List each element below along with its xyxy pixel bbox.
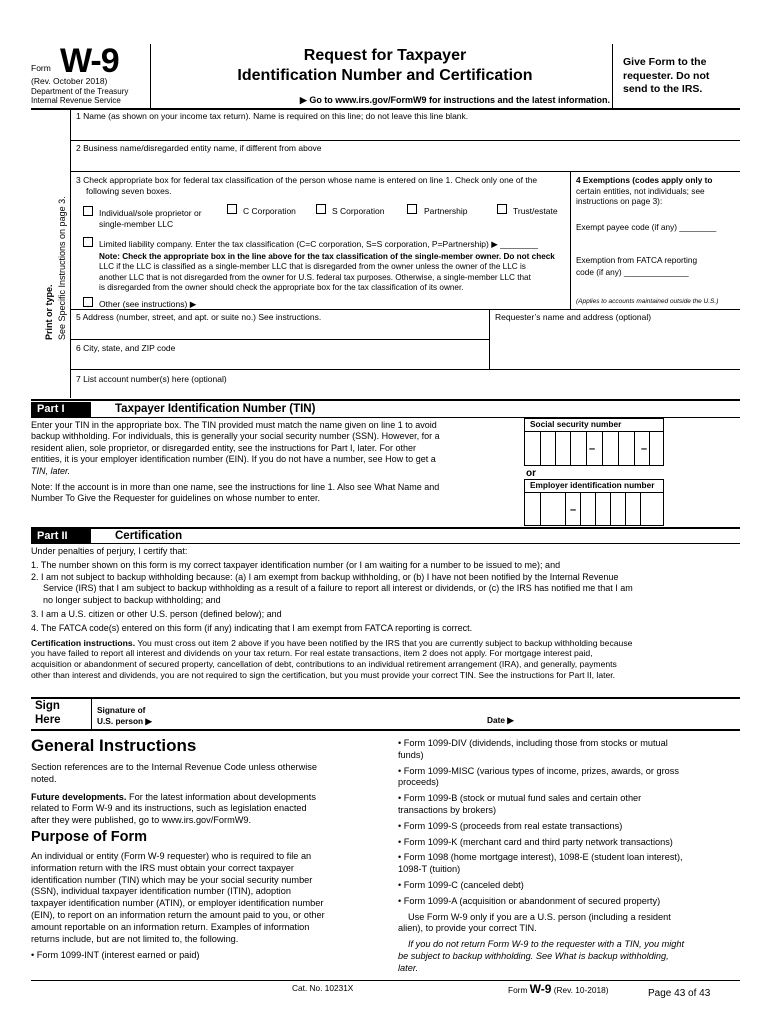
exemptions-divider [570, 171, 571, 309]
b-line2: transactions by brokers) [398, 804, 497, 815]
form-title-line2: Identification Number and Certification [237, 67, 533, 84]
goto-instructions: ▶ Go to www.irs.gov/FormW9 for instructions and the latest information. [299, 95, 610, 105]
pof-line8: returns include, but are not limited to, the following. [31, 933, 239, 944]
section-ref-line1: Section references are to the Internal Revenue Code unless otherwise [31, 762, 318, 772]
requester-divider [489, 309, 490, 369]
rule-before-part2 [31, 527, 740, 529]
pof-line6: (EIN), to report on an information return the amount paid to you, or other [31, 909, 325, 920]
rule-after-line5 [70, 339, 489, 340]
llc-note [99, 252, 555, 293]
fatca-text-1: Exemption from FATCA reporting [576, 255, 698, 265]
department: Department of the Treasury [31, 87, 129, 96]
cert-item2a: 2. I am not subject to backup withholding because: (a) I am exempt from backup withholding, or (b) I have not been notified by the Internal Revenue [31, 571, 619, 582]
future-dev-line2: related to Form W-9 and its instructions, such as legislation enacted [31, 803, 307, 814]
bullet-1099-int: • Form 1099-INT (interest earned or paid) [31, 950, 200, 961]
bullet-1099-b [398, 793, 743, 817]
page-number: Page 43 of 43 [648, 988, 711, 999]
part1-line1: Enter your TIN in the appropriate box. The TIN provided must match the name given on line 1 to avoid [31, 420, 437, 430]
address-input[interactable] [76, 323, 486, 337]
form-number: W-9 [60, 42, 119, 80]
note-line2: LLC if the LLC is classified as a single-member LLC that is disregarded from the owner unless the owner of the LLC is [99, 262, 526, 272]
pof-line2: information return with the IRS must obtain your correct taxpayer [31, 862, 294, 873]
pof-line4: (SSN), individual taxpayer identification number (ITIN), adoption [31, 886, 291, 897]
part1-title: Taxpayer Identification Number (TIN) [115, 403, 316, 415]
rule-after-line2 [70, 171, 740, 172]
here-word: Here [35, 714, 61, 726]
form-types-list [398, 738, 743, 979]
bullet-1099-misc [398, 766, 743, 790]
label-trust-estate: Trust/estate [513, 206, 558, 216]
line3-text-a: 3 Check appropriate box for federal tax classification of the person whose name is entered on line 1. Check only one of the [76, 175, 538, 185]
div-line2: funds) [398, 749, 424, 760]
section-ref-line2: noted. [31, 773, 57, 784]
general-instructions-title: General Instructions [31, 736, 197, 755]
line3-text-b: following seven boxes. [86, 185, 172, 196]
sign-divider [91, 698, 92, 729]
ein-boxes[interactable] [524, 492, 664, 526]
line4-text-c: instructions on page 3): [576, 196, 663, 206]
side-instructions [44, 284, 55, 340]
label-individual [99, 208, 202, 229]
footer-rev: (Rev. 10-2018) [553, 985, 609, 995]
if-line3: later. [398, 962, 419, 973]
m-line1: • Form 1098 (home mortgage interest), 1098-E (student loan interest), [398, 852, 683, 863]
certification-body [31, 546, 740, 680]
catalog-number: Cat. No. 10231X [292, 983, 354, 993]
signature-field[interactable] [160, 702, 480, 726]
note-line4: is disregarded from the owner should check the appropriate box for the tax classification of its owner. [99, 282, 464, 292]
general-instructions-body [31, 762, 371, 833]
part2-title-rule [31, 543, 740, 544]
fatca-exemption[interactable] [576, 254, 697, 278]
cert-instructions [31, 638, 740, 680]
part1-note-line2: Number To Give the Requester for guidelines on whose number to enter. [31, 493, 320, 504]
bullet-1099-div [398, 738, 743, 762]
purpose-body [31, 851, 376, 962]
if-line1: If you do not return Form W-9 to the requester with a TIN, you might [408, 939, 685, 950]
div-line1: • Form 1099-DIV (dividends, including those from stocks or mutual [398, 738, 668, 748]
signature-text-1: Signature of [97, 705, 146, 715]
purpose-title: Purpose of Form [31, 829, 148, 845]
note-line3: another LLC that is not disregarded from the owner for U.S. federal tax purposes. Otherwise, a single-member LLC that [99, 272, 531, 282]
print-or-type: Print or type. [44, 284, 54, 340]
checkbox-individual[interactable] [83, 206, 93, 216]
individual-text-1: Individual/sole proprietor or [99, 208, 202, 218]
future-dev-line3: after they were published, go to www.irs.gov/FormW9. [31, 815, 252, 826]
part1-note [31, 482, 516, 505]
part1-line5: TIN, later. [31, 465, 71, 476]
applies-note: (Applies to accounts maintained outside the U.S.) [576, 298, 719, 305]
account-numbers-input[interactable] [76, 385, 736, 397]
ssn-dash-1: – [589, 443, 596, 455]
line2-label: 2 Business name/disregarded entity name, if different from above [76, 143, 322, 153]
business-name-input[interactable] [76, 155, 736, 169]
label-other: Other (see instructions) ▶ [99, 299, 197, 309]
part2-tab: Part II [31, 529, 91, 544]
pof-line7: amount reportable on an information return. Examples of information [31, 921, 310, 932]
footer-form-word: Form [508, 985, 528, 995]
cert-item3: 3. I am a U.S. citizen or other U.S. person (defined below); and [31, 609, 282, 620]
agency: Internal Revenue Service [31, 96, 121, 105]
form-revision: (Rev. October 2018) [31, 76, 108, 86]
fatca-text-2: code (if any) ______________ [576, 267, 689, 277]
future-dev-line1: For the latest information about developments [126, 791, 316, 802]
side-see-instructions: See Specific Instructions on page 3. [57, 196, 67, 340]
part1-note-line1: Note: If the account is in more than one name, see the instructions for line 1. Also see What Name and [31, 482, 440, 492]
header-divider-right [612, 44, 613, 108]
section-references [31, 762, 371, 786]
cert-item2c: no longer subject to backup withholding; and [43, 594, 221, 605]
pof-line1: An individual or entity (Form W-9 requester) who is required to file an [31, 851, 312, 861]
rule-before-part1 [31, 399, 740, 401]
city-state-zip-input[interactable] [76, 354, 486, 368]
signature-label [97, 705, 152, 726]
pof-line3: identification number (TIN) which may be your social security number [31, 874, 313, 885]
date-label: Date ▶ [487, 715, 514, 725]
cert-intro: Under penalties of perjury, I certify that: [31, 546, 188, 556]
bullet-1099-a: • Form 1099-A (acquisition or abandonment of secured property) [398, 895, 661, 906]
label-llc: Limited liability company. Enter the tax classification (C=C corporation, S=S corporation, P=Partnership) ▶ ________ [99, 239, 538, 249]
use-line2: alien), to provide your correct TIN. [398, 923, 537, 934]
give-form-line1: Give Form to the [623, 56, 707, 68]
footer-form [508, 982, 608, 996]
name-input[interactable] [76, 123, 736, 139]
future-developments [31, 792, 371, 827]
bullet-1098 [398, 852, 743, 876]
checkbox-other[interactable] [83, 297, 93, 307]
line6-label: 6 City, state, and ZIP code [76, 343, 176, 353]
line4-label [576, 175, 712, 207]
misc-line2: proceeds) [398, 777, 439, 788]
part2-title: Certification [115, 530, 183, 542]
ssn-label: Social security number [530, 419, 622, 429]
ein-dash: – [570, 504, 577, 516]
pof-line5: taxpayer identification number (ATIN), or employer identification number [31, 898, 324, 909]
rule-after-line3 [70, 309, 740, 310]
requester-input[interactable] [495, 323, 735, 367]
checkbox-s-corporation[interactable] [316, 204, 326, 214]
rule-before-sign [31, 697, 740, 699]
individual-text-2: single-member LLC [99, 218, 174, 229]
bullet-1099-c: • Form 1099-C (canceled debt) [398, 879, 524, 890]
requester-label: Requester’s name and address (optional) [495, 312, 652, 322]
date-field[interactable] [520, 702, 735, 726]
form-title-line1: Request for Taxpayer [303, 47, 467, 64]
backup-withholding-note [398, 939, 743, 974]
part1-line2: backup withholding. For individuals, this is generally your social security number (SSN). However, for a [31, 431, 440, 442]
misc-line1: • Form 1099-MISC (various types of income, prizes, awards, or gross [398, 765, 679, 776]
header-bottom-rule [31, 108, 740, 110]
footer-rule [31, 980, 740, 981]
cert-item2b: Service (IRS) that I am subject to backup withholding as a result of a failure to report all interest or dividends, or (c) the IRS has notified me that I am [43, 583, 633, 594]
sign-here-label [35, 699, 61, 727]
give-form-text [623, 56, 709, 97]
cert-item4: 4. The FATCA code(s) entered on this form (if any) indicating that I am exempt from FATCA reporting is correct. [31, 623, 473, 634]
if-line2: be subject to backup withholding. See What is backup withholding, [398, 950, 669, 961]
line5-label: 5 Address (number, street, and apt. or suite no.) See instructions. [76, 312, 322, 322]
b-line1: • Form 1099-B (stock or mutual fund sales and certain other [398, 793, 642, 804]
ssn-dash-2: – [641, 443, 648, 455]
part1-tab: Part I [31, 402, 91, 417]
line3-label [76, 175, 537, 196]
sign-word: Sign [35, 700, 60, 712]
checkbox-partnership[interactable] [407, 204, 417, 214]
line4-text-a: 4 Exemptions (codes apply only to [576, 175, 713, 185]
cert-instr-line2: you have failed to report all interest and dividends on your tax return. For real estate transactions, item 2 does not apply. For mortgage interest paid, [31, 648, 593, 659]
rule-after-line1 [70, 140, 740, 141]
signature-text-2: U.S. person ▶ [97, 715, 152, 726]
future-dev-label: Future developments. [31, 791, 127, 802]
ein-label: Employer identification number [530, 480, 655, 490]
cert-instr-line4: other than interest and dividends, you are not required to sign the certification, but you must provide your correct TIN. See the instructions for Part II, later. [31, 669, 616, 680]
line4-text-b: certain entities, not individuals; see [576, 185, 705, 196]
part1-line3: resident alien, sole proprietor, or disregarded entity, see the instructions for Part I, later. For other [31, 442, 417, 453]
part1-instructions [31, 420, 516, 477]
cert-instr-line1: You must cross out item 2 above if you have been notified by the IRS that you are currently subject to backup withholding because [135, 637, 633, 648]
label-c-corporation: C Corporation [243, 206, 296, 216]
line1-label: 1 Name (as shown on your income tax return). Name is required on this line; do not leave this line blank. [76, 111, 469, 121]
part1-line4: entities, it is your employer identification number (EIN). If you do not have a number, see How to get a [31, 454, 436, 465]
cert-item1: 1. The number shown on this form is my correct taxpayer identification number (or I am waiting for a number to be issued to me); and [31, 560, 561, 571]
label-partnership: Partnership [424, 206, 468, 216]
cert-instructions-label: Certification instructions. [31, 637, 136, 648]
form-label: Form [31, 63, 51, 73]
left-margin-rule [70, 108, 71, 398]
use-line1: Use Form W-9 only if you are a U.S. person (including a resident [408, 911, 671, 922]
checkbox-trust-estate[interactable] [497, 204, 507, 214]
rule-after-sign [31, 729, 740, 731]
rule-after-line6 [70, 369, 740, 370]
checkbox-llc[interactable] [83, 237, 93, 247]
give-form-line3: send to the IRS. [623, 83, 703, 95]
bullet-1099-s: • Form 1099-S (proceeds from real estate transactions) [398, 820, 623, 831]
exempt-payee-code[interactable]: Exempt payee code (if any) ________ [576, 222, 717, 232]
bullet-1099-k: • Form 1099-K (merchant card and third party network transactions) [398, 836, 673, 847]
label-s-corporation: S Corporation [332, 206, 385, 216]
note-line1: Note: Check the appropriate box in the line above for the tax classification of the single-member owner. Do not check [99, 252, 555, 261]
or-label: or [526, 468, 536, 479]
footer-w9: W-9 [529, 982, 552, 996]
use-form-w9 [398, 912, 743, 936]
give-form-line2: requester. Do not [623, 69, 710, 82]
cert-instr-line3: acquisition or abandonment of secured property, cancellation of debt, contributions to an individual retirement arrangement (IRA), and generally, payments [31, 659, 617, 670]
m-line2: 1098-T (tuition) [398, 864, 461, 875]
line7-label: 7 List account number(s) here (optional) [76, 374, 227, 384]
checkbox-c-corporation[interactable] [227, 204, 237, 214]
